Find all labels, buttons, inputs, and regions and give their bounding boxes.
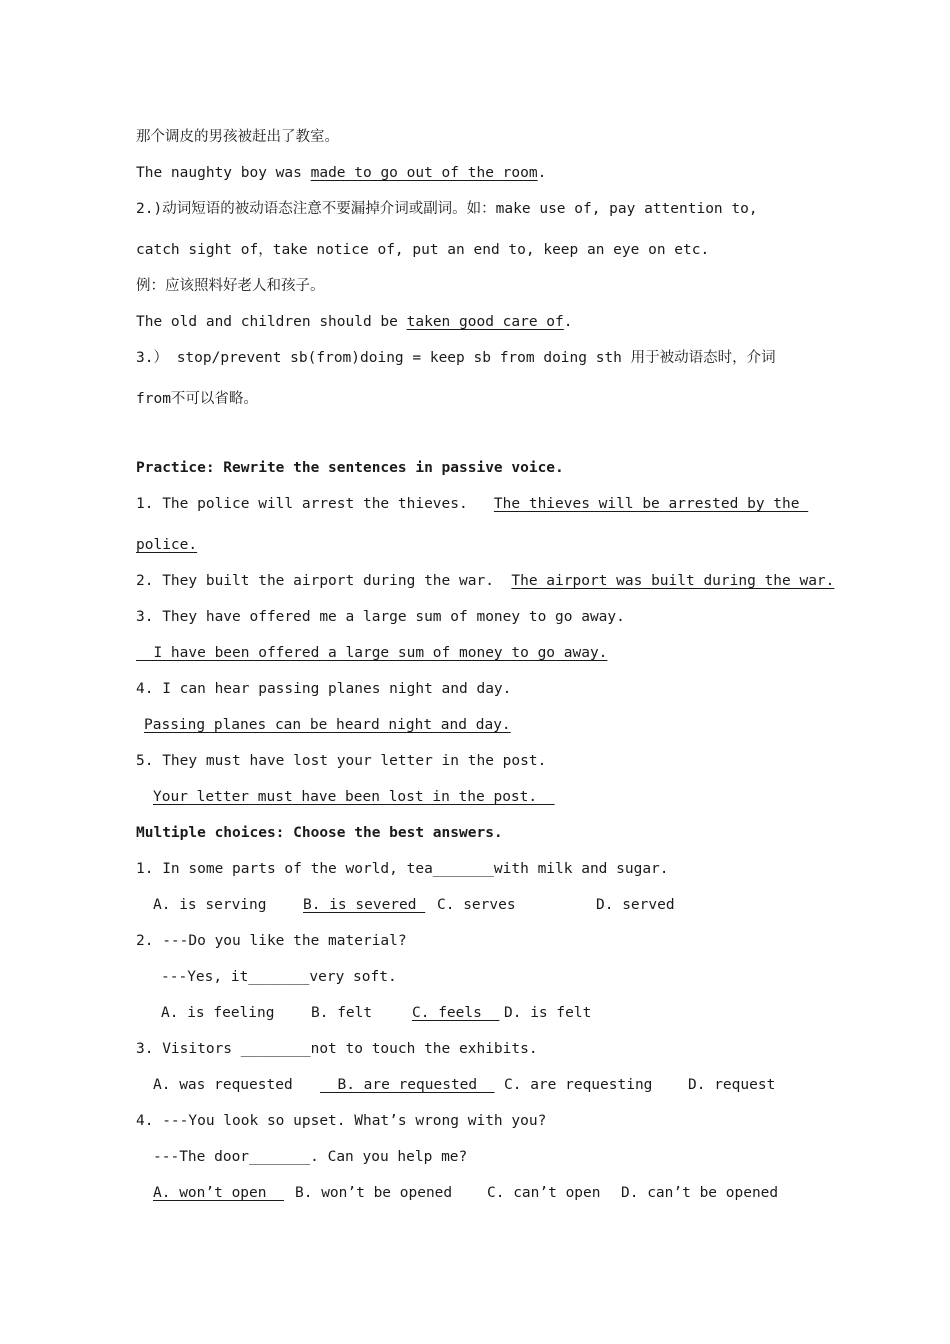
mc-q1-option-b-correct: B. is severed bbox=[303, 897, 426, 913]
practice-q4-answer: Passing planes can be heard night and day. bbox=[144, 717, 511, 733]
chinese-example-sentence: 那个调皮的男孩被赶出了教室。 bbox=[136, 129, 339, 145]
mc-q2-option-c-correct: C. feels bbox=[412, 1005, 500, 1021]
answer-text: The thieves will be arrested by the bbox=[493, 496, 809, 512]
text: . bbox=[537, 165, 547, 181]
mc-q4-option-c: C. can’t open bbox=[487, 1185, 601, 1201]
mc-q4-line-2: ---The door_______. Can you help me? bbox=[153, 1149, 468, 1165]
question-text: 2. They built the airport during the war. bbox=[136, 573, 512, 589]
text: . bbox=[563, 314, 573, 330]
mc-q3-option-d: D. request bbox=[688, 1077, 776, 1093]
mc-q3-option-a: A. was requested bbox=[153, 1077, 293, 1093]
practice-q2 bbox=[136, 571, 834, 591]
mc-q4-line-1: 4. ---You look so upset. What’s wrong with you? bbox=[136, 1113, 547, 1129]
mc-q2-option-a: A. is feeling bbox=[161, 1005, 275, 1021]
text: The naughty boy was bbox=[136, 165, 311, 181]
mc-q1-option-d: D. served bbox=[596, 897, 675, 913]
mc-q3-option-b-correct: B. are requested bbox=[320, 1077, 495, 1093]
practice-q4: 4. I can hear passing planes night and day. bbox=[136, 681, 512, 697]
underlined-answer: taken good care of bbox=[406, 314, 564, 330]
practice-q1 bbox=[136, 494, 808, 514]
mc-q1-option-a: A. is serving bbox=[153, 897, 267, 913]
mc-q1: 1. In some parts of the world, tea_______with milk and sugar. bbox=[136, 861, 669, 877]
practice-q3-answer: I have been offered a large sum of money to go away. bbox=[136, 645, 608, 661]
question-text: 1. The police will arrest the thieves. bbox=[136, 496, 494, 512]
rule-2-line-2: catch sight of，take notice of, put an end to, keep an eye on etc. bbox=[136, 242, 710, 258]
rule-2-line-1: 2.)动词短语的被动语态注意不要漏掉介词或副词。如：make use of, pay attention to, bbox=[136, 201, 758, 217]
practice-q3: 3. They have offered me a large sum of money to go away. bbox=[136, 609, 625, 625]
mc-q3-option-c: C. are requesting bbox=[504, 1077, 653, 1093]
rule-3-line-2: from不可以省略。 bbox=[136, 391, 258, 407]
practice-q1-answer-continued: police. bbox=[136, 537, 198, 553]
text: The old and children should be bbox=[136, 314, 407, 330]
practice-q5-answer: Your letter must have been lost in the post. bbox=[153, 789, 555, 805]
underlined-answer: made to go out of the room bbox=[310, 165, 538, 181]
practice-q5: 5. They must have lost your letter in the post. bbox=[136, 753, 547, 769]
example-translation bbox=[136, 163, 546, 183]
mc-q1-option-c: C. serves bbox=[437, 897, 516, 913]
mc-q2-option-b: B. felt bbox=[311, 1005, 373, 1021]
answer-text: The airport was built during the war. bbox=[511, 573, 835, 589]
mc-q4-option-b: B. won’t be opened bbox=[295, 1185, 453, 1201]
mc-q3: 3. Visitors ________not to touch the exhibits. bbox=[136, 1041, 538, 1057]
mc-q2-option-d: D. is felt bbox=[504, 1005, 592, 1021]
mc-q2-line-2: ---Yes, it_______very soft. bbox=[161, 969, 397, 985]
mc-q4-option-a-correct: A. won’t open bbox=[153, 1185, 284, 1201]
mc-q4-option-d: D. can’t be opened bbox=[621, 1185, 779, 1201]
rule-3-line-1: 3.） stop/prevent sb(from)doing = keep sb from doing sth 用于被动语态时，介词 bbox=[136, 350, 776, 366]
multiple-choice-heading: Multiple choices: Choose the best answers. bbox=[136, 825, 503, 841]
rule-2-example: 例：应该照料好老人和孩子。 bbox=[136, 278, 325, 294]
rule-2-translation bbox=[136, 312, 573, 332]
mc-q2-line-1: 2. ---Do you like the material? bbox=[136, 933, 407, 949]
practice-heading: Practice: Rewrite the sentences in passive voice. bbox=[136, 460, 564, 476]
